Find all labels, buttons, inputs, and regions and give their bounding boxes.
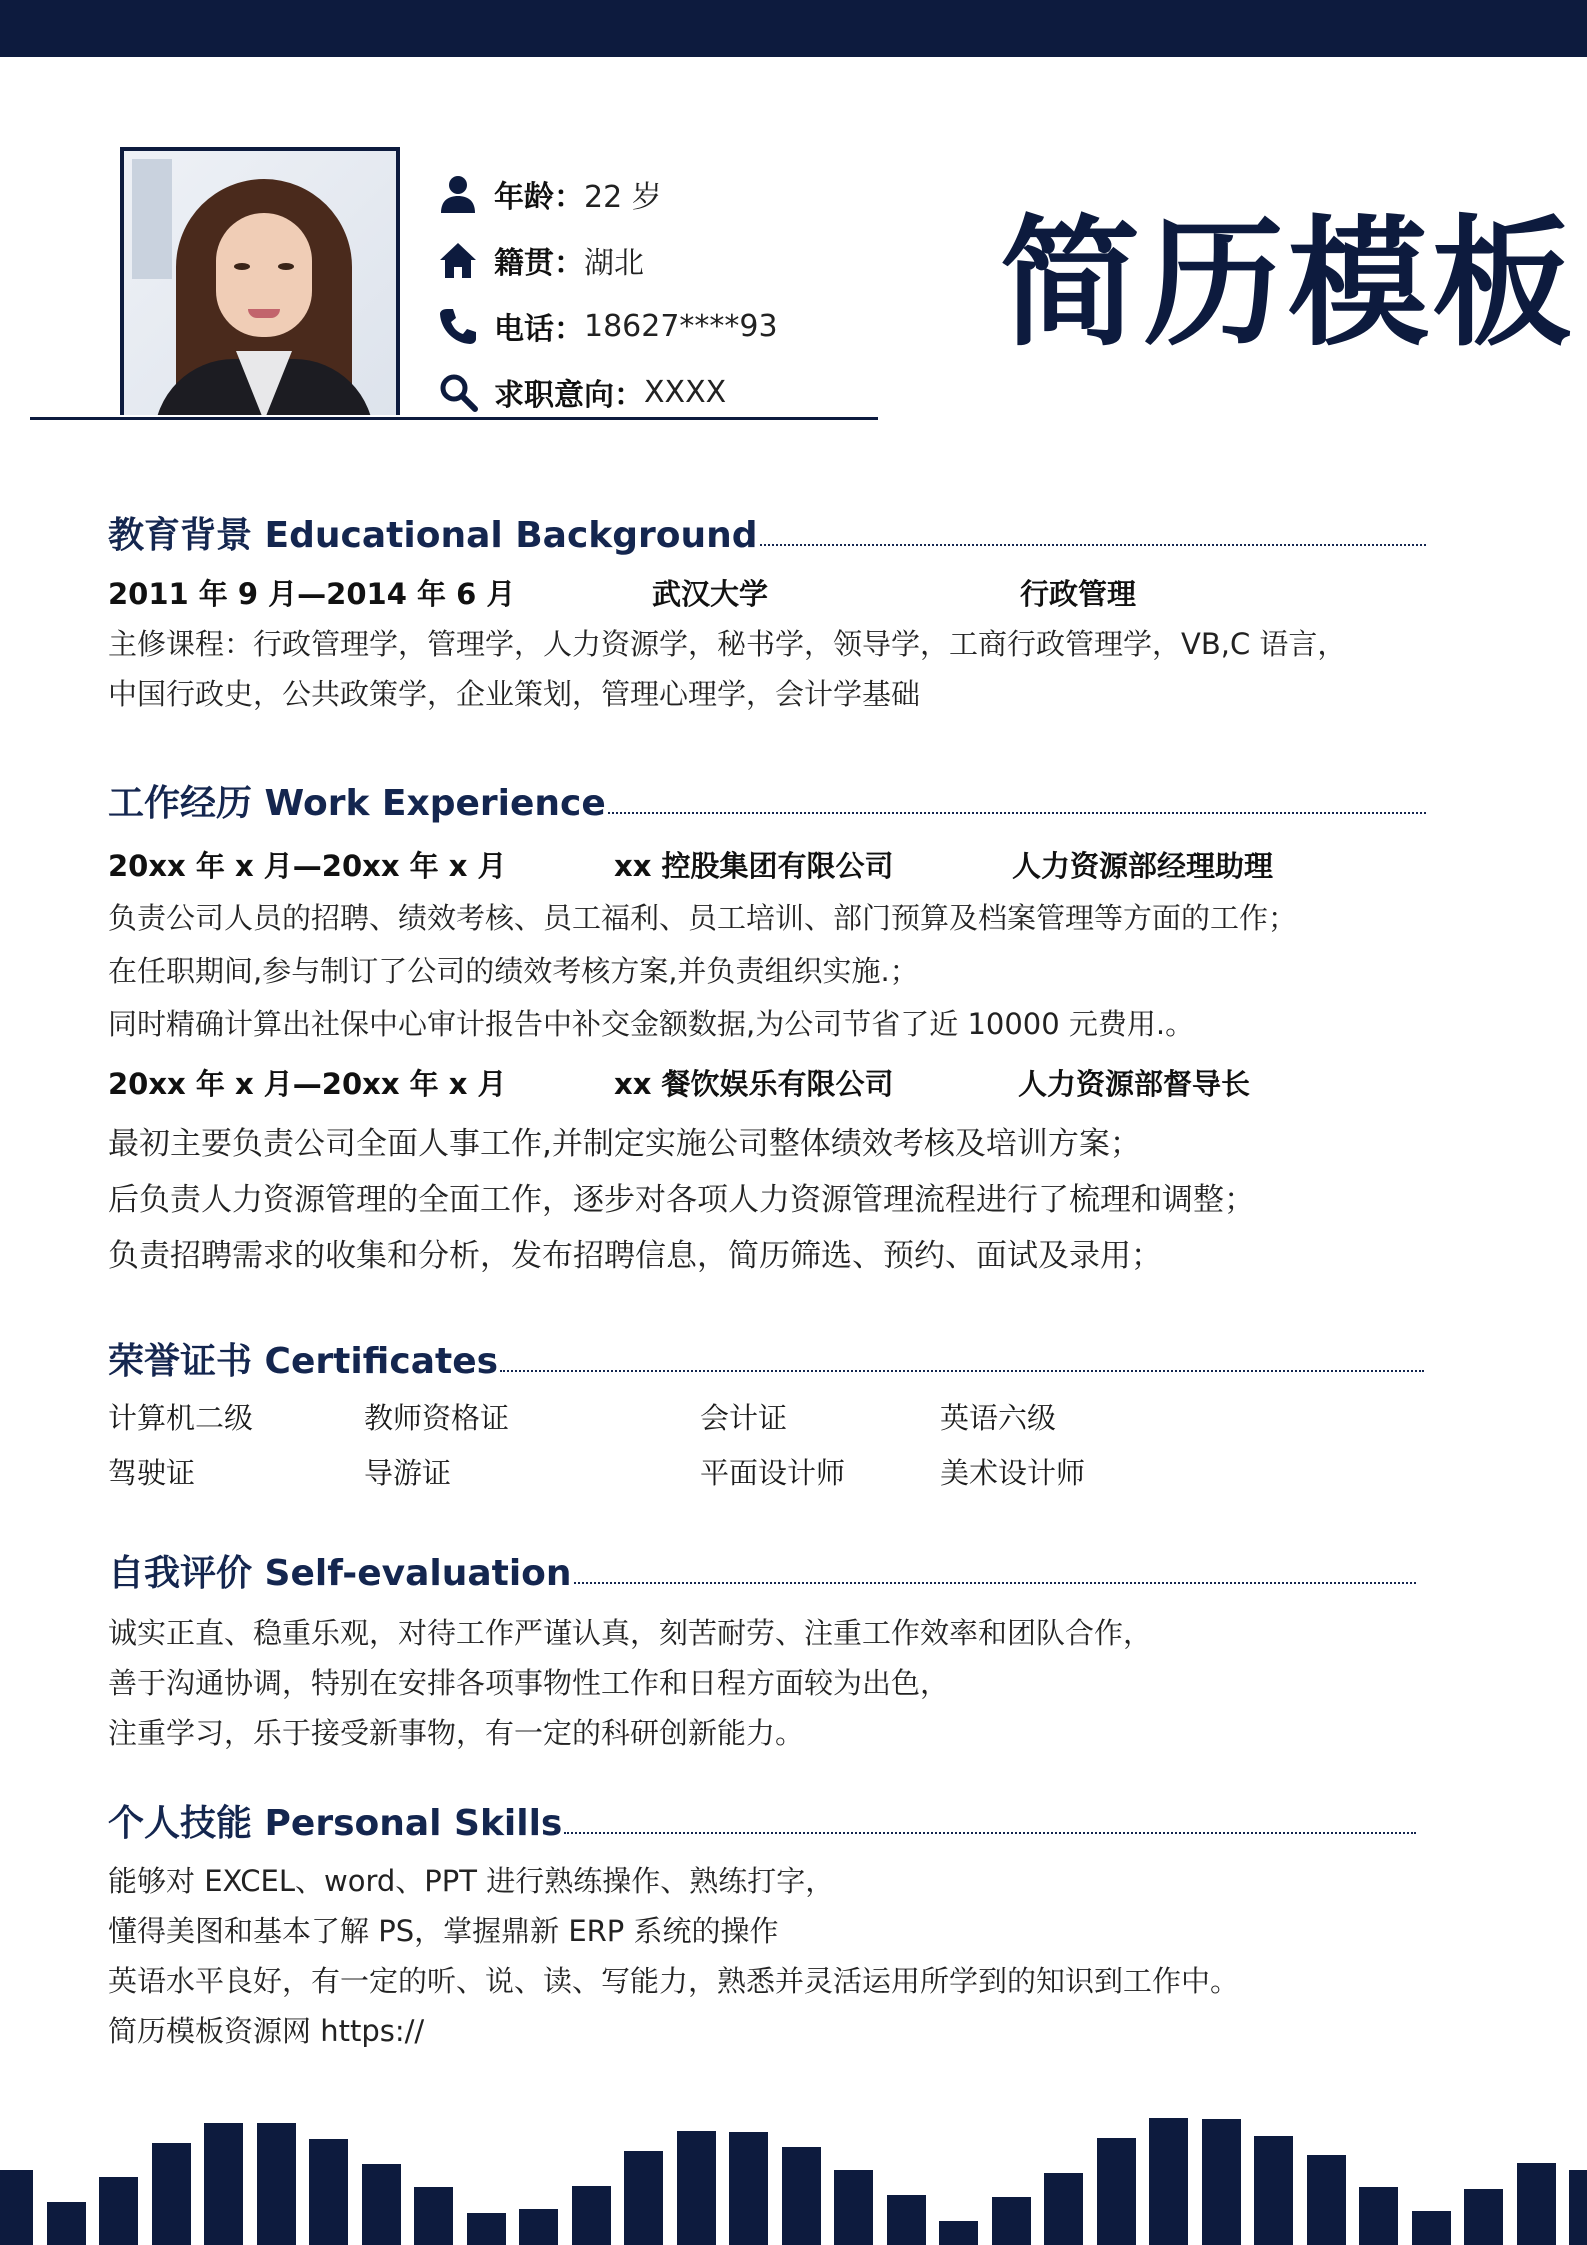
decorative-bar	[257, 2123, 296, 2245]
decorative-bar	[1412, 2211, 1451, 2245]
decorative-bar	[939, 2221, 978, 2245]
education-line: 主修课程：行政管理学，管理学，人力资源学，秘书学，领导学，工商行政管理学，VB,C 语言，	[108, 627, 1347, 661]
decorative-bar	[887, 2195, 926, 2245]
phone-icon	[436, 304, 480, 348]
certificate-item: 教师资格证	[364, 1401, 510, 1435]
decorative-bar	[834, 2170, 873, 2245]
education-school: 武汉大学	[652, 577, 769, 611]
decorative-bar	[309, 2139, 348, 2245]
resume-title: 简历模板	[1000, 203, 1577, 366]
info-age: 年龄： 22 岁	[436, 170, 662, 218]
info-phone: 电话： 18627****93	[436, 302, 778, 350]
job-line: 同时精确计算出社保中心审计报告中补交金额数据,为公司节省了近 10000 元费用.。	[108, 1007, 1195, 1041]
header-underline	[30, 417, 878, 420]
certificate-item: 计算机二级	[108, 1401, 254, 1435]
decorative-bar	[1097, 2138, 1136, 2245]
self-evaluation-line: 善于沟通协调，特别在安排各项事物性工作和日程方面较为出色，	[108, 1666, 950, 1700]
skills-line: 简历模板资源网 https://	[108, 2014, 425, 2048]
certificate-item: 驾驶证	[108, 1456, 196, 1490]
self-evaluation-line: 诚实正直、稳重乐观，对待工作严谨认真，刻苦耐劳、注重工作效率和团队合作，	[108, 1616, 1153, 1650]
decorative-bar	[1254, 2136, 1293, 2245]
top-banner	[0, 0, 1587, 57]
decorative-bar	[0, 2170, 33, 2245]
job-company: xx 餐饮娱乐有限公司	[614, 1067, 894, 1101]
decorative-bar	[1149, 2118, 1188, 2245]
job-company: xx 控股集团有限公司	[614, 849, 894, 883]
job-line: 负责公司人员的招聘、绩效考核、员工福利、员工培训、部门预算及档案管理等方面的工作；	[108, 901, 1298, 935]
certificate-item: 平面设计师	[700, 1456, 846, 1490]
decorative-bar	[1517, 2163, 1556, 2245]
decorative-bar	[47, 2202, 86, 2245]
decorative-bar	[624, 2151, 663, 2245]
self-evaluation-line: 注重学习，乐于接受新事物，有一定的科研创新能力。	[108, 1716, 805, 1750]
info-job-intention: 求职意向： XXXX	[436, 368, 726, 416]
decorative-bar	[152, 2143, 191, 2245]
job-line: 负责招聘需求的收集和分析，发布招聘信息，简历筛选、预约、面试及录用；	[108, 1238, 1162, 1274]
decorative-bar	[729, 2132, 768, 2245]
decorative-bar	[1464, 2189, 1503, 2245]
job-line: 后负责人力资源管理的全面工作，逐步对各项人力资源管理流程进行了梳理和调整；	[108, 1182, 1255, 1218]
decorative-bar	[204, 2123, 243, 2245]
certificate-item: 英语六级	[940, 1401, 1057, 1435]
education-line: 中国行政史，公共政策学，企业策划，管理心理学，会计学基础	[108, 677, 921, 711]
decorative-bar	[1569, 2170, 1587, 2245]
decorative-bar	[572, 2186, 611, 2245]
section-education-heading: 教育背景 Educational Background	[108, 508, 1426, 556]
decorative-bar	[414, 2187, 453, 2245]
education-major: 行政管理	[1020, 577, 1137, 611]
section-self-evaluation-heading: 自我评价 Self-evaluation	[108, 1546, 1416, 1594]
job-position: 人力资源部经理助理	[1012, 849, 1274, 883]
decorative-bar	[99, 2177, 138, 2245]
decorative-bar	[1359, 2187, 1398, 2245]
profile-photo	[120, 147, 400, 415]
skills-line: 英语水平良好，有一定的听、说、读、写能力，熟悉并灵活运用所学到的知识到工作中。	[108, 1964, 1240, 1998]
certificate-item: 会计证	[700, 1401, 788, 1435]
skills-line: 懂得美图和基本了解 PS，掌握鼎新 ERP 系统的操作	[108, 1914, 779, 1948]
certificate-item: 导游证	[364, 1456, 452, 1490]
section-work-heading: 工作经历 Work Experience	[108, 776, 1426, 824]
info-hometown: 籍贯： 湖北	[436, 236, 644, 284]
skills-line: 能够对 EXCEL、word、PPT 进行熟练操作、熟练打字，	[108, 1864, 835, 1898]
job-period: 20xx 年 x 月—20xx 年 x 月	[108, 1067, 507, 1101]
job-line: 最初主要负责公司全面人事工作,并制定实施公司整体绩效考核及培训方案；	[108, 1126, 1141, 1162]
section-skills-heading: 个人技能 Personal Skills	[108, 1796, 1416, 1844]
decorative-bar	[677, 2131, 716, 2245]
decorative-bar	[1307, 2155, 1346, 2245]
decorative-bar	[519, 2209, 558, 2245]
decorative-bar	[362, 2164, 401, 2245]
home-icon	[436, 238, 480, 282]
job-period: 20xx 年 x 月—20xx 年 x 月	[108, 849, 507, 883]
decorative-bar	[1202, 2119, 1241, 2245]
person-icon	[436, 172, 480, 216]
decorative-bar	[782, 2147, 821, 2245]
job-position: 人力资源部督导长	[1018, 1067, 1251, 1101]
decorative-bar	[992, 2197, 1031, 2245]
decorative-bar	[1044, 2173, 1083, 2245]
decorative-bar	[467, 2213, 506, 2245]
search-icon	[436, 370, 480, 414]
job-line: 在任职期间,参与制订了公司的绩效考核方案,并负责组织实施.；	[108, 954, 919, 988]
education-period: 2011 年 9 月—2014 年 6 月	[108, 577, 516, 611]
certificate-item: 美术设计师	[940, 1456, 1086, 1490]
section-certificates-heading: 荣誉证书 Certificates	[108, 1334, 1424, 1382]
